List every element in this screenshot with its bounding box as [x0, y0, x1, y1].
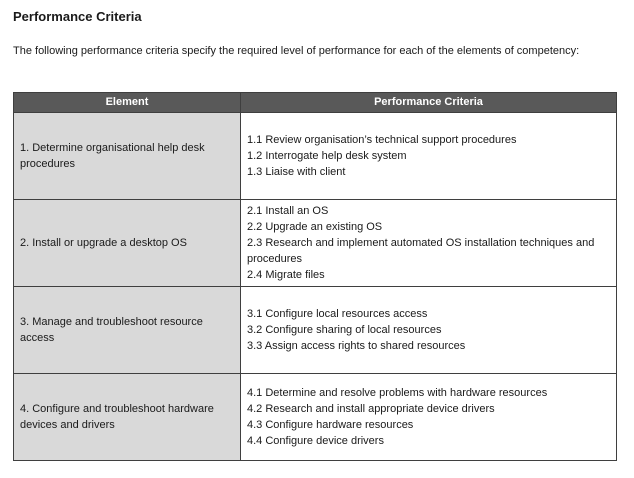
criteria-item: 2.3 Research and implement automated OS installation techniques and procedures — [247, 237, 595, 265]
criteria-cell — [241, 113, 617, 200]
table-row — [14, 113, 617, 200]
element-cell: 2. Install or upgrade a desktop OS — [14, 200, 241, 287]
table-row — [14, 200, 617, 287]
element-cell: 4. Configure and troubleshoot hardware devices and drivers — [14, 374, 241, 461]
criteria-item: 1.2 Interrogate help desk system — [247, 150, 407, 162]
criteria-item: 4.2 Research and install appropriate device drivers — [247, 403, 495, 415]
criteria-cell — [241, 287, 617, 374]
performance-criteria-table — [13, 92, 617, 461]
header-performance-criteria: Performance Criteria — [241, 93, 617, 113]
criteria-item: 3.3 Assign access rights to shared resources — [247, 340, 466, 352]
criteria-item: 4.1 Determine and resolve problems with hardware resources — [247, 387, 548, 399]
criteria-item: 2.2 Upgrade an existing OS — [247, 221, 383, 233]
criteria-item: 3.1 Configure local resources access — [247, 308, 428, 320]
table-row — [14, 287, 617, 374]
criteria-item: 2.1 Install an OS — [247, 205, 329, 217]
table-row — [14, 374, 617, 461]
table-header-row — [14, 93, 617, 113]
intro-paragraph: The following performance criteria specify the required level of performance for each of the elements of competency: — [13, 45, 580, 57]
criteria-item: 4.4 Configure device drivers — [247, 435, 384, 447]
element-cell: 1. Determine organisational help desk procedures — [14, 113, 241, 200]
criteria-item: 2.4 Migrate files — [247, 269, 325, 281]
element-cell: 3. Manage and troubleshoot resource access — [14, 287, 241, 374]
criteria-item: 1.1 Review organisation’s technical support procedures — [247, 134, 517, 146]
criteria-item: 1.3 Liaise with client — [247, 166, 346, 178]
page-title: Performance Criteria — [13, 9, 142, 24]
criteria-item: 4.3 Configure hardware resources — [247, 419, 414, 431]
criteria-item: 3.2 Configure sharing of local resources — [247, 324, 442, 336]
criteria-cell — [241, 200, 617, 287]
criteria-cell — [241, 374, 617, 461]
header-element: Element — [14, 93, 241, 113]
